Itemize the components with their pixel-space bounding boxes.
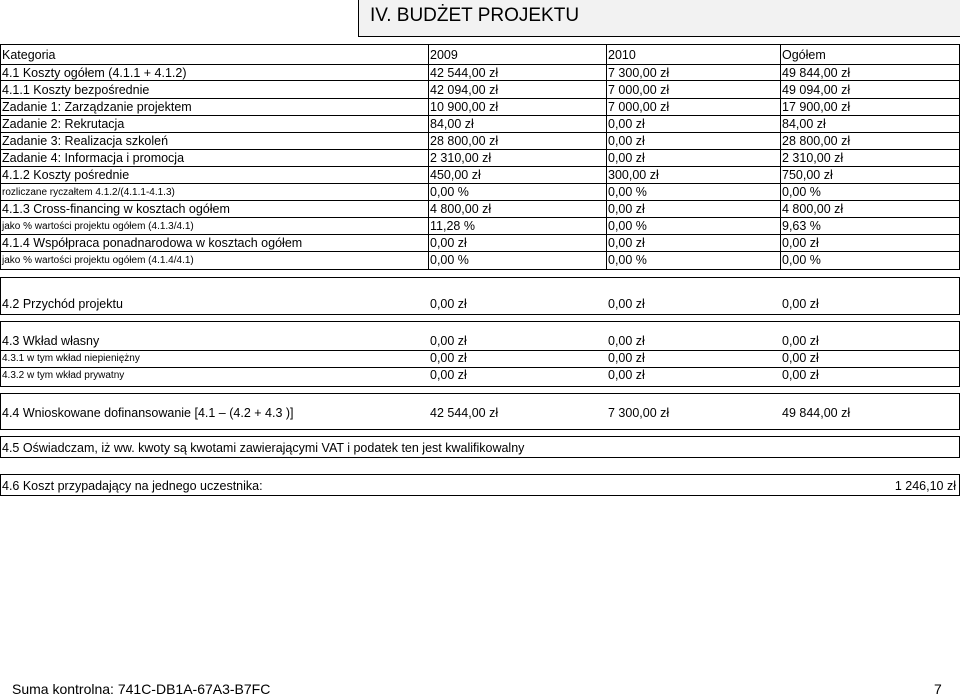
own-2010: 0,00 zł bbox=[608, 368, 645, 382]
row-total: 9,63 % bbox=[782, 219, 821, 233]
row-label: 4.1.2 Koszty pośrednie bbox=[2, 168, 130, 182]
row-label: Zadanie 2: Rekrutacja bbox=[2, 117, 125, 131]
requested-label: 4.4 Wnioskowane dofinansowanie [4.1 – (4.2 + 4.3 )] bbox=[2, 406, 294, 420]
row-2009: 4 800,00 zł bbox=[430, 202, 492, 216]
header-kategoria: Kategoria bbox=[2, 48, 56, 62]
row-label: 4.1 Koszty ogółem (4.1.1 + 4.1.2) bbox=[2, 66, 187, 80]
income-2010: 0,00 zł bbox=[608, 297, 645, 311]
row-total: 0,00 % bbox=[782, 185, 821, 199]
row-2009: 0,00 % bbox=[430, 185, 469, 199]
row-2010: 0,00 zł bbox=[608, 117, 645, 131]
row-total: 28 800,00 zł bbox=[782, 134, 851, 148]
row-2009: 0,00 % bbox=[430, 253, 469, 267]
header-2010: 2010 bbox=[608, 48, 636, 62]
checksum-footer: Suma kontrolna: 741C-DB1A-67A3-B7FC bbox=[12, 681, 271, 697]
row-label: 4.1.3 Cross-financing w kosztach ogółem bbox=[2, 202, 230, 216]
own-label: 4.3.1 w tym wkład niepieniężny bbox=[2, 353, 140, 364]
row-2009: 10 900,00 zł bbox=[430, 100, 499, 114]
row-total: 4 800,00 zł bbox=[782, 202, 844, 216]
income-total: 0,00 zł bbox=[782, 297, 819, 311]
row-total: 2 310,00 zł bbox=[782, 151, 844, 165]
table-divider bbox=[780, 44, 781, 269]
row-total: 17 900,00 zł bbox=[782, 100, 851, 114]
row-total: 0,00 zł bbox=[782, 236, 819, 250]
own-2009: 0,00 zł bbox=[430, 368, 467, 382]
row-2010: 300,00 zł bbox=[608, 168, 659, 182]
requested-2009: 42 544,00 zł bbox=[430, 406, 499, 420]
row-label: 4.1.1 Koszty bezpośrednie bbox=[2, 83, 150, 97]
own-2009: 0,00 zł bbox=[430, 351, 467, 365]
per-participant-value: 1 246,10 zł bbox=[894, 479, 956, 493]
row-label: jako % wartości projektu ogółem (4.1.4/4.1) bbox=[2, 255, 194, 266]
row-label: rozliczane ryczałtem 4.1.2/(4.1.1-4.1.3) bbox=[2, 187, 175, 198]
requested-total: 49 844,00 zł bbox=[782, 406, 851, 420]
own-2010: 0,00 zł bbox=[608, 351, 645, 365]
own-2009: 0,00 zł bbox=[430, 334, 467, 348]
own-label: 4.3 Wkład własny bbox=[2, 334, 100, 348]
row-label: jako % wartości projektu ogółem (4.1.3/4.1) bbox=[2, 221, 194, 232]
header-2009: 2009 bbox=[430, 48, 458, 62]
row-2010: 0,00 zł bbox=[608, 151, 645, 165]
row-2009: 42 544,00 zł bbox=[430, 66, 499, 80]
row-2010: 0,00 zł bbox=[608, 236, 645, 250]
row-2010: 7 000,00 zł bbox=[608, 83, 670, 97]
row-2010: 0,00 zł bbox=[608, 134, 645, 148]
row-2010: 0,00 % bbox=[608, 253, 647, 267]
row-2009: 42 094,00 zł bbox=[430, 83, 499, 97]
row-label: Zadanie 4: Informacja i promocja bbox=[2, 151, 185, 165]
table-divider bbox=[606, 44, 607, 269]
vat-statement: 4.5 Oświadczam, iż ww. kwoty są kwotami zawierającymi VAT i podatek ten jest kwalifikowalny bbox=[2, 441, 525, 455]
row-label: 4.1.4 Współpraca ponadnarodowa w kosztach ogółem bbox=[2, 236, 303, 250]
row-2010: 7 300,00 zł bbox=[608, 66, 670, 80]
page-title: IV. BUDŻET PROJEKTU bbox=[370, 5, 580, 26]
requested-2010: 7 300,00 zł bbox=[608, 406, 670, 420]
row-2010: 0,00 % bbox=[608, 219, 647, 233]
row-2009: 11,28 % bbox=[430, 219, 475, 233]
income-label: 4.2 Przychód projektu bbox=[2, 297, 123, 311]
own-total: 0,00 zł bbox=[782, 351, 819, 365]
row-2009: 2 310,00 zł bbox=[430, 151, 492, 165]
page-number: 7 bbox=[934, 681, 942, 697]
income-2009: 0,00 zł bbox=[430, 297, 467, 311]
row-2010: 7 000,00 zł bbox=[608, 100, 670, 114]
table-divider bbox=[428, 44, 429, 269]
row-2010: 0,00 % bbox=[608, 185, 647, 199]
row-total: 750,00 zł bbox=[782, 168, 833, 182]
own-total: 0,00 zł bbox=[782, 334, 819, 348]
row-separator bbox=[0, 80, 960, 81]
row-total: 49 094,00 zł bbox=[782, 83, 851, 97]
per-participant-label: 4.6 Koszt przypadający na jednego uczestnika: bbox=[2, 479, 263, 493]
row-label: Zadanie 3: Realizacja szkoleń bbox=[2, 134, 169, 148]
header-ogolem: Ogółem bbox=[782, 48, 826, 62]
row-2009: 84,00 zł bbox=[430, 117, 474, 131]
own-label: 4.3.2 w tym wkład prywatny bbox=[2, 370, 125, 381]
row-total: 84,00 zł bbox=[782, 117, 826, 131]
row-total: 49 844,00 zł bbox=[782, 66, 851, 80]
row-2010: 0,00 zł bbox=[608, 202, 645, 216]
own-2010: 0,00 zł bbox=[608, 334, 645, 348]
row-label: Zadanie 1: Zarządzanie projektem bbox=[2, 100, 192, 114]
row-total: 0,00 % bbox=[782, 253, 821, 267]
row-2009: 450,00 zł bbox=[430, 168, 481, 182]
row-2009: 28 800,00 zł bbox=[430, 134, 499, 148]
row-2009: 0,00 zł bbox=[430, 236, 467, 250]
own-total: 0,00 zł bbox=[782, 368, 819, 382]
